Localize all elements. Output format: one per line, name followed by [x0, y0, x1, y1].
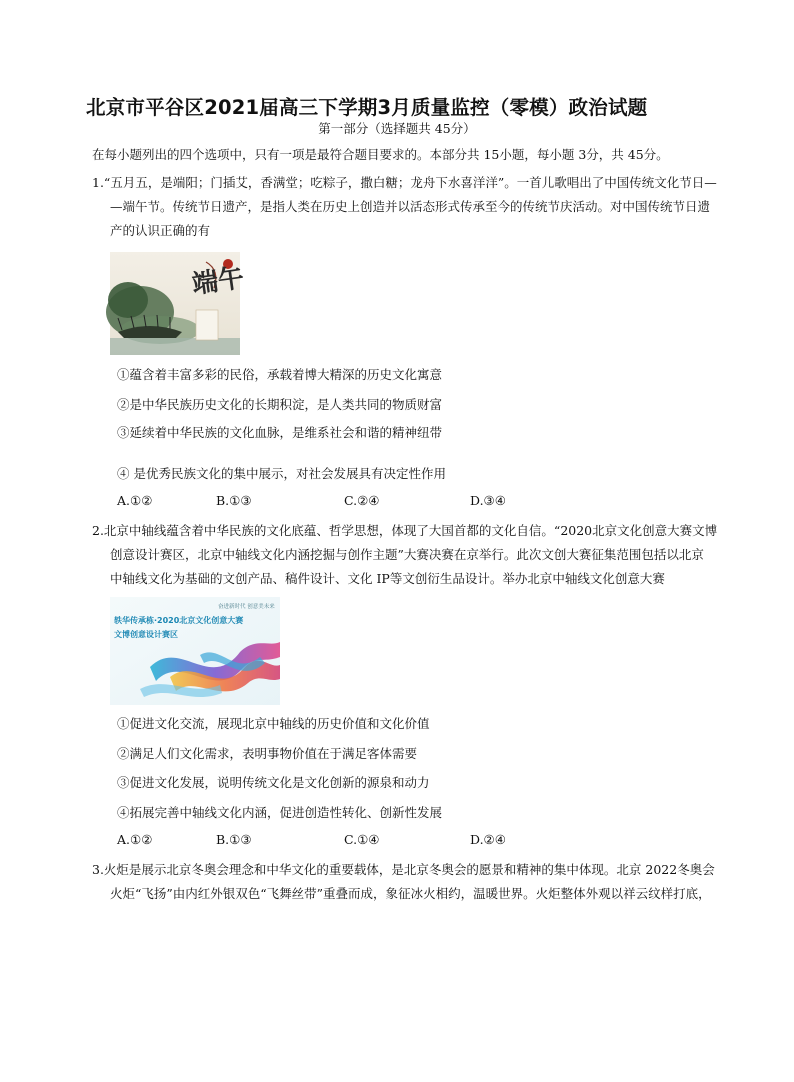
q2-option-1: ①促进文化交流，展现北京中轴线的历史价值和文化价值: [117, 716, 430, 731]
q2-choice-b: B.①③: [216, 832, 252, 847]
q1-option-1: ①蕴含着丰富多彩的民俗，承载着博大精深的历史文化寓意: [117, 367, 443, 382]
q3-stem-line-1: 3.火炬是展示北京冬奥会理念和中华文化的重要载体，是北京冬奥会的愿景和精神的集中体现。北京 2022冬奥会: [92, 862, 715, 877]
q2-stem-line-1: 2.北京中轴线蕴含着中华民族的文化底蕴、哲学思想，体现了大国首都的文化自信。“2020北京文化创意大赛文博: [92, 523, 718, 538]
section-subtitle: 第一部分（选择题共 45分）: [318, 121, 476, 136]
q1-choice-d: D.③④: [470, 493, 506, 508]
q1-choice-a: A.①②: [117, 493, 153, 508]
instruction-text: 在每小题列出的四个选项中，只有一项是最符合题目要求的。本部分共 15小题，每小题 3分，共 45分。: [92, 147, 669, 162]
q2-choice-d: D.②④: [470, 832, 506, 847]
q1-stem-line-3: 产的认识正确的有: [110, 223, 211, 238]
q1-choice-b: B.①③: [216, 493, 252, 508]
q2-option-2: ②满足人们文化需求，表明事物价值在于满足客体需要: [117, 746, 418, 761]
q2-choice-c: C.①④: [344, 832, 380, 847]
contest-image-headline: 轶华传承栋·2020北京文化创意大赛: [114, 616, 244, 625]
q1-option-2: ②是中华民族历史文化的长期积淀，是人类共同的物质财富: [117, 397, 443, 412]
contest-image-subheadline: 文博创意设计赛区: [114, 630, 178, 639]
q3-stem-line-2: 火炬“飞扬”由内红外银双色“飞舞丝带”重叠而成，象征冰火相约，温暖世界。火炬整体外观以祥云纹样打底，: [110, 886, 711, 901]
q2-option-4: ④拓展完善中轴线文化内涵，促进创造性转化、创新性发展: [117, 805, 443, 820]
contest-image-slogan: 奋进新时代 创意美未来: [218, 604, 275, 610]
q2-option-3: ③促进文化发展，说明传统文化是文化创新的源泉和动力: [117, 775, 430, 790]
cultural-creativity-contest-image: [110, 597, 280, 705]
q1-option-4: ④ 是优秀民族文化的集中展示，对社会发展具有决定性作用: [117, 466, 446, 481]
q1-option-3: ③延续着中华民族的文化血脉，是维系社会和谐的精神纽带: [117, 425, 443, 440]
q2-stem-line-3: 中轴线文化为基础的文创产品、稿件设计、文化 IP等文创衍生品设计。举办北京中轴线文化创意大赛: [110, 571, 665, 586]
q1-stem-line-2: —端午节。传统节日遗产，是指人类在历史上创造并以活态形式传承至今的传统节庆活动。对中国传统节日遗: [110, 199, 711, 214]
dragon-boat-image-calligraphy: 端午: [190, 263, 246, 301]
q2-choice-a: A.①②: [117, 832, 153, 847]
q1-choice-c: C.②④: [344, 493, 380, 508]
q1-stem-line-1: 1.“五月五，是端阳；门插艾，香满堂；吃粽子，撒白糖；龙舟下水喜洋洋”。一首儿歌唱出了中国传统文化节日—: [92, 175, 717, 190]
page-title: 北京市平谷区2021届高三下学期3月质量监控（零模）政治试题: [86, 96, 648, 119]
q2-stem-line-2: 创意设计赛区，北京中轴线文化内涵挖掘与创作主题”大赛决赛在京举行。此次文创大赛征集范围包括以北京: [110, 547, 704, 562]
dragon-boat-festival-image: [110, 252, 246, 355]
